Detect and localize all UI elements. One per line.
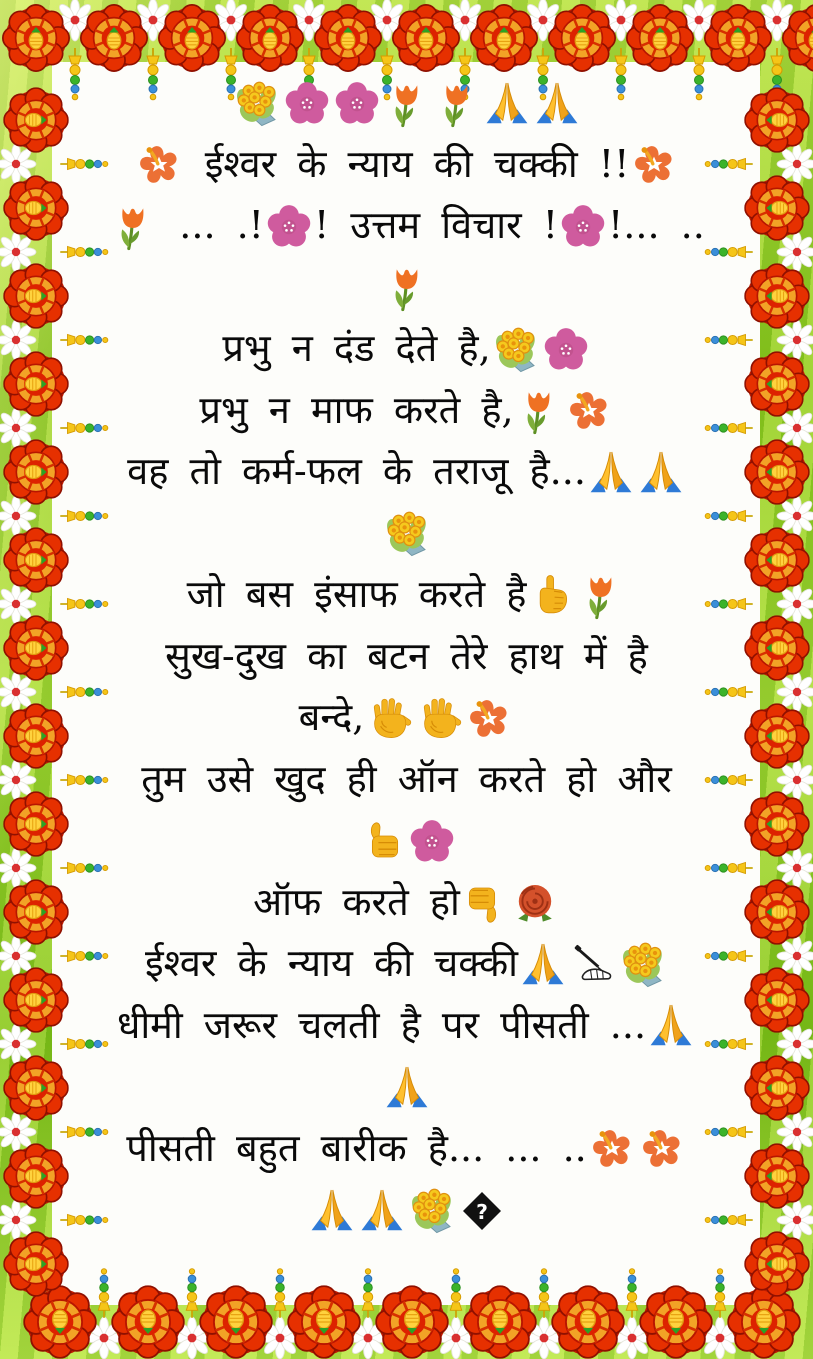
daisy-icon (777, 320, 813, 360)
bouquet-icon (233, 80, 281, 128)
tulip-icon (109, 203, 157, 251)
daisy-icon (0, 408, 36, 448)
text-segment: प्रभु न दंड देते है, (222, 326, 491, 370)
folded-hands-icon (587, 449, 635, 497)
folded-hands-icon (308, 1187, 356, 1235)
daisy-icon (678, 0, 720, 41)
daisy-icon (0, 232, 36, 272)
quote-line (88, 195, 725, 257)
daisy-icon (777, 1024, 813, 1064)
bouquet-icon (619, 941, 667, 989)
daisy-icon (777, 1200, 813, 1240)
daisy-icon (523, 1317, 565, 1359)
daisy-icon (777, 1112, 813, 1152)
daisy-icon (132, 0, 174, 41)
quote-line (88, 687, 725, 749)
quote-line (88, 257, 725, 319)
cherry-blossom-icon (265, 203, 313, 251)
quote-line (88, 1118, 725, 1180)
daisy-icon (210, 0, 252, 41)
text-segment: ईश्वर के न्याय की चक्की (144, 941, 518, 985)
quote-line (88, 872, 725, 934)
daisy-icon (444, 0, 486, 41)
folded-hands-icon (533, 80, 581, 128)
flower-icon (783, 5, 813, 71)
daisy-icon (777, 936, 813, 976)
text-segment: प्रभु न माफ करते है, (199, 387, 514, 432)
daisy-icon (0, 320, 36, 360)
quote-line (88, 1056, 725, 1118)
daisy-icon (347, 1317, 389, 1359)
daisy-icon (777, 672, 813, 712)
folded-hands-icon (647, 1002, 695, 1050)
daisy-icon (756, 0, 798, 41)
quote-line (88, 503, 725, 565)
quote-content (88, 72, 725, 1241)
folded-hands-icon (519, 941, 567, 989)
folded-hands-icon (483, 80, 531, 128)
quote-line (88, 318, 725, 380)
daisy-icon (0, 144, 36, 184)
rose-icon (511, 879, 559, 927)
hibiscus-icon (565, 387, 613, 435)
daisy-icon (777, 584, 813, 624)
text-segment: बन्दे, (298, 695, 365, 739)
daisy-icon (600, 0, 642, 41)
daisy-icon (83, 1317, 125, 1359)
quote-line (88, 749, 725, 811)
daisy-icon (435, 1317, 477, 1359)
text-segment: पीसती बहुत बारीक है... ... .. (126, 1125, 587, 1170)
bouquet-icon (408, 1187, 456, 1235)
daisy-icon (777, 496, 813, 536)
index-up-icon (527, 572, 575, 620)
tulip-icon (383, 264, 431, 312)
daisy-icon (699, 1317, 741, 1359)
daisy-icon (0, 672, 36, 712)
tulip-icon (383, 80, 431, 128)
quote-line (88, 72, 725, 134)
writing-hand-icon (569, 941, 617, 989)
daisy-icon (611, 1317, 653, 1359)
text-segment: ! उत्तम विचार ! (313, 203, 559, 247)
text-segment: तुम उसे खुद ही ऑन करते हो और (141, 756, 672, 801)
quote-line (88, 134, 725, 196)
daisy-icon (0, 1200, 36, 1240)
folded-hands-icon (383, 1064, 431, 1112)
daisy-icon (777, 144, 813, 184)
tulip-icon (515, 387, 563, 435)
tulip-icon (577, 572, 625, 620)
cherry-blossom-icon (408, 818, 456, 866)
daisy-icon (0, 496, 36, 536)
raised-hand-icon (415, 695, 463, 743)
raised-hand-icon (365, 695, 413, 743)
daisy-icon (777, 760, 813, 800)
beads-icon (771, 48, 783, 100)
thumbs-down-icon (461, 879, 509, 927)
quote-line (88, 626, 725, 688)
daisy-icon (777, 232, 813, 272)
quote-line (88, 810, 725, 872)
hibiscus-icon (638, 1125, 686, 1173)
daisy-icon (171, 1317, 213, 1359)
text-segment: जो बस इंसाफ करते है (186, 572, 527, 616)
text-segment: धीमी जरूर चलती है पर पीसती ... (116, 1002, 647, 1047)
thumbs-up-icon (358, 818, 406, 866)
daisy-icon (522, 0, 564, 41)
quote-line (88, 564, 725, 626)
bouquet-icon (492, 326, 540, 374)
folded-hands-icon (637, 449, 685, 497)
text-segment: ... .! (158, 203, 264, 247)
daisy-icon (0, 584, 36, 624)
text-segment: ऑफ करते हो (253, 879, 460, 924)
hibiscus-icon (588, 1125, 636, 1173)
bouquet-icon (383, 510, 431, 558)
cherry-blossom-icon (283, 80, 331, 128)
daisy-icon (288, 0, 330, 41)
cherry-blossom-icon (542, 326, 590, 374)
folded-hands-icon (358, 1187, 406, 1235)
daisy-icon (0, 1024, 36, 1064)
daisy-icon (366, 0, 408, 41)
quote-line (88, 380, 725, 442)
text-segment: ईश्वर के न्याय की चक्की !! (183, 141, 630, 186)
quote-line (88, 933, 725, 995)
daisy-icon (259, 1317, 301, 1359)
hibiscus-icon (630, 141, 678, 189)
cherry-blossom-icon (333, 80, 381, 128)
daisy-icon (0, 936, 36, 976)
text-segment: !... .. (608, 203, 705, 247)
hibiscus-icon (135, 141, 183, 189)
cherry-blossom-icon (559, 203, 607, 251)
daisy-icon (777, 848, 813, 888)
hibiscus-icon (465, 695, 513, 743)
replacement-char-icon (458, 1187, 506, 1235)
tulip-icon (433, 80, 481, 128)
quote-line (88, 1179, 725, 1241)
daisy-icon (777, 408, 813, 448)
quote-line (88, 995, 725, 1057)
daisy-icon (0, 1112, 36, 1152)
text-segment: वह तो कर्म-फल के तराजू है... (127, 449, 586, 493)
daisy-icon (54, 0, 96, 41)
text-segment: सुख-दुख का बटन तेरे हाथ में है (165, 633, 648, 678)
daisy-icon (0, 848, 36, 888)
quote-line (88, 441, 725, 503)
daisy-icon (0, 760, 36, 800)
